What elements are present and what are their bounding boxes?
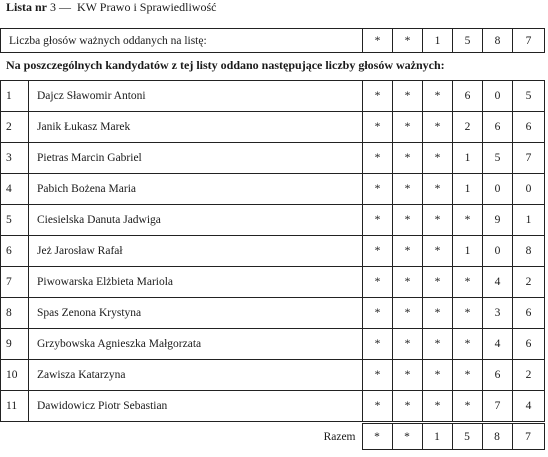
candidate-name: Ciesielska Danuta Jadwiga bbox=[29, 205, 363, 236]
digit-cell: 3 bbox=[483, 298, 513, 329]
digit-cell: 0 bbox=[483, 81, 513, 112]
digit-cell: * bbox=[423, 143, 453, 174]
digit-cell: * bbox=[453, 360, 483, 391]
candidate-number: 11 bbox=[1, 391, 29, 422]
digit-cell: 7 bbox=[513, 29, 545, 53]
list-label: Lista nr bbox=[6, 0, 48, 14]
digit-cell: 6 bbox=[453, 81, 483, 112]
candidate-name: Dawidowicz Piotr Sebastian bbox=[29, 391, 363, 422]
candidate-name: Zawisza Katarzyna bbox=[29, 360, 363, 391]
candidate-row bbox=[1, 174, 545, 205]
digit-cell: 7 bbox=[513, 143, 545, 174]
digit-cell: 0 bbox=[513, 174, 545, 205]
candidate-number: 7 bbox=[1, 267, 29, 298]
total-table bbox=[0, 423, 545, 450]
digit-cell: 1 bbox=[513, 205, 545, 236]
candidate-number: 10 bbox=[1, 360, 29, 391]
digit-cell: * bbox=[363, 360, 393, 391]
candidate-number: 8 bbox=[1, 298, 29, 329]
digit-cell: 7 bbox=[512, 424, 544, 450]
digit-cell: * bbox=[393, 29, 423, 53]
valid-votes-table bbox=[0, 28, 545, 53]
header-dash: — bbox=[59, 0, 72, 14]
digit-cell: 8 bbox=[482, 424, 512, 450]
candidate-row bbox=[1, 236, 545, 267]
digit-cell: 6 bbox=[513, 329, 545, 360]
digit-cell: * bbox=[363, 112, 393, 143]
candidate-name: Dajcz Sławomir Antoni bbox=[29, 81, 363, 112]
digit-cell: 4 bbox=[483, 329, 513, 360]
digit-cell: * bbox=[423, 391, 453, 422]
digit-cell: * bbox=[423, 267, 453, 298]
candidate-row bbox=[1, 112, 545, 143]
total-row bbox=[0, 424, 544, 450]
list-number: 3 bbox=[50, 0, 57, 14]
committee-name: KW Prawo i Sprawiedliwość bbox=[77, 0, 217, 14]
digit-cell: 8 bbox=[513, 236, 545, 267]
digit-cell: 5 bbox=[513, 81, 545, 112]
digit-cell: * bbox=[363, 81, 393, 112]
digit-cell: 9 bbox=[483, 205, 513, 236]
digit-cell: 5 bbox=[452, 424, 482, 450]
digit-cell: * bbox=[423, 360, 453, 391]
candidate-name: Spas Zenona Krystyna bbox=[29, 298, 363, 329]
digit-cell: 2 bbox=[513, 360, 545, 391]
digit-cell: 0 bbox=[483, 236, 513, 267]
digit-cell: * bbox=[363, 267, 393, 298]
digit-cell: * bbox=[363, 391, 393, 422]
candidate-number: 2 bbox=[1, 112, 29, 143]
digit-cell: * bbox=[363, 205, 393, 236]
digit-cell: * bbox=[363, 329, 393, 360]
digit-cell: * bbox=[423, 329, 453, 360]
digit-cell: * bbox=[363, 143, 393, 174]
digit-cell: 5 bbox=[453, 29, 483, 53]
valid-votes-label: Liczba głosów ważnych oddanych na listę: bbox=[1, 29, 363, 53]
digit-cell: 1 bbox=[423, 29, 453, 53]
candidates-heading: Na poszczególnych kandydatów z tej listy oddano następujące liczby głosów ważnych: bbox=[6, 58, 445, 72]
candidate-number: 4 bbox=[1, 174, 29, 205]
digit-cell: * bbox=[423, 112, 453, 143]
blank-cell bbox=[0, 424, 28, 450]
digit-cell: 6 bbox=[513, 112, 545, 143]
digit-cell: * bbox=[362, 424, 392, 450]
candidate-row bbox=[1, 205, 545, 236]
candidate-row bbox=[1, 81, 545, 112]
candidate-row bbox=[1, 329, 545, 360]
candidate-row bbox=[1, 391, 545, 422]
digit-cell: 0 bbox=[483, 174, 513, 205]
digit-cell: 1 bbox=[453, 143, 483, 174]
digit-cell: * bbox=[393, 298, 423, 329]
digit-cell: * bbox=[393, 329, 423, 360]
digit-cell: * bbox=[453, 329, 483, 360]
digit-cell: 7 bbox=[483, 391, 513, 422]
digit-cell: * bbox=[393, 205, 423, 236]
digit-cell: 1 bbox=[422, 424, 452, 450]
digit-cell: * bbox=[393, 143, 423, 174]
candidate-number: 1 bbox=[1, 81, 29, 112]
candidate-name: Pietras Marcin Gabriel bbox=[29, 143, 363, 174]
digit-cell: 2 bbox=[513, 267, 545, 298]
digit-cell: 1 bbox=[453, 174, 483, 205]
candidate-name: Pabich Bożena Maria bbox=[29, 174, 363, 205]
digit-cell: * bbox=[423, 205, 453, 236]
digit-cell: 6 bbox=[483, 360, 513, 391]
total-label: Razem bbox=[323, 430, 356, 443]
digit-cell: * bbox=[453, 391, 483, 422]
digit-cell: * bbox=[363, 174, 393, 205]
candidate-row bbox=[1, 267, 545, 298]
candidate-row bbox=[1, 143, 545, 174]
candidate-row bbox=[1, 298, 545, 329]
candidate-number: 3 bbox=[1, 143, 29, 174]
valid-votes-row bbox=[1, 29, 545, 53]
digit-cell: 8 bbox=[483, 29, 513, 53]
candidate-number: 5 bbox=[1, 205, 29, 236]
digit-cell: * bbox=[393, 391, 423, 422]
digit-cell: * bbox=[423, 236, 453, 267]
digit-cell: 4 bbox=[483, 267, 513, 298]
digit-cell: 6 bbox=[513, 298, 545, 329]
digit-cell: * bbox=[423, 174, 453, 205]
digit-cell: * bbox=[393, 360, 423, 391]
candidate-name: Jeż Jarosław Rafał bbox=[29, 236, 363, 267]
digit-cell: 5 bbox=[483, 143, 513, 174]
digit-cell: * bbox=[453, 267, 483, 298]
digit-cell: * bbox=[423, 298, 453, 329]
digit-cell: * bbox=[453, 205, 483, 236]
candidate-number: 9 bbox=[1, 329, 29, 360]
digit-cell: * bbox=[363, 236, 393, 267]
candidate-name: Grzybowska Agnieszka Małgorzata bbox=[29, 329, 363, 360]
digit-cell: * bbox=[423, 81, 453, 112]
digit-cell: * bbox=[393, 81, 423, 112]
candidate-name: Piwowarska Elżbieta Mariola bbox=[29, 267, 363, 298]
candidate-name: Janik Łukasz Marek bbox=[29, 112, 363, 143]
digit-cell: * bbox=[393, 267, 423, 298]
digit-cell: 2 bbox=[453, 112, 483, 143]
digit-cell: * bbox=[393, 236, 423, 267]
candidate-row bbox=[1, 360, 545, 391]
digit-cell: * bbox=[363, 29, 393, 53]
digit-cell: * bbox=[363, 298, 393, 329]
digit-cell: 4 bbox=[513, 391, 545, 422]
candidates-table bbox=[0, 80, 545, 422]
list-header bbox=[6, 0, 216, 15]
digit-cell: 1 bbox=[453, 236, 483, 267]
digit-cell: * bbox=[453, 298, 483, 329]
digit-cell: * bbox=[393, 174, 423, 205]
digit-cell: 6 bbox=[483, 112, 513, 143]
digit-cell: * bbox=[393, 112, 423, 143]
digit-cell: * bbox=[392, 424, 422, 450]
candidate-number: 6 bbox=[1, 236, 29, 267]
